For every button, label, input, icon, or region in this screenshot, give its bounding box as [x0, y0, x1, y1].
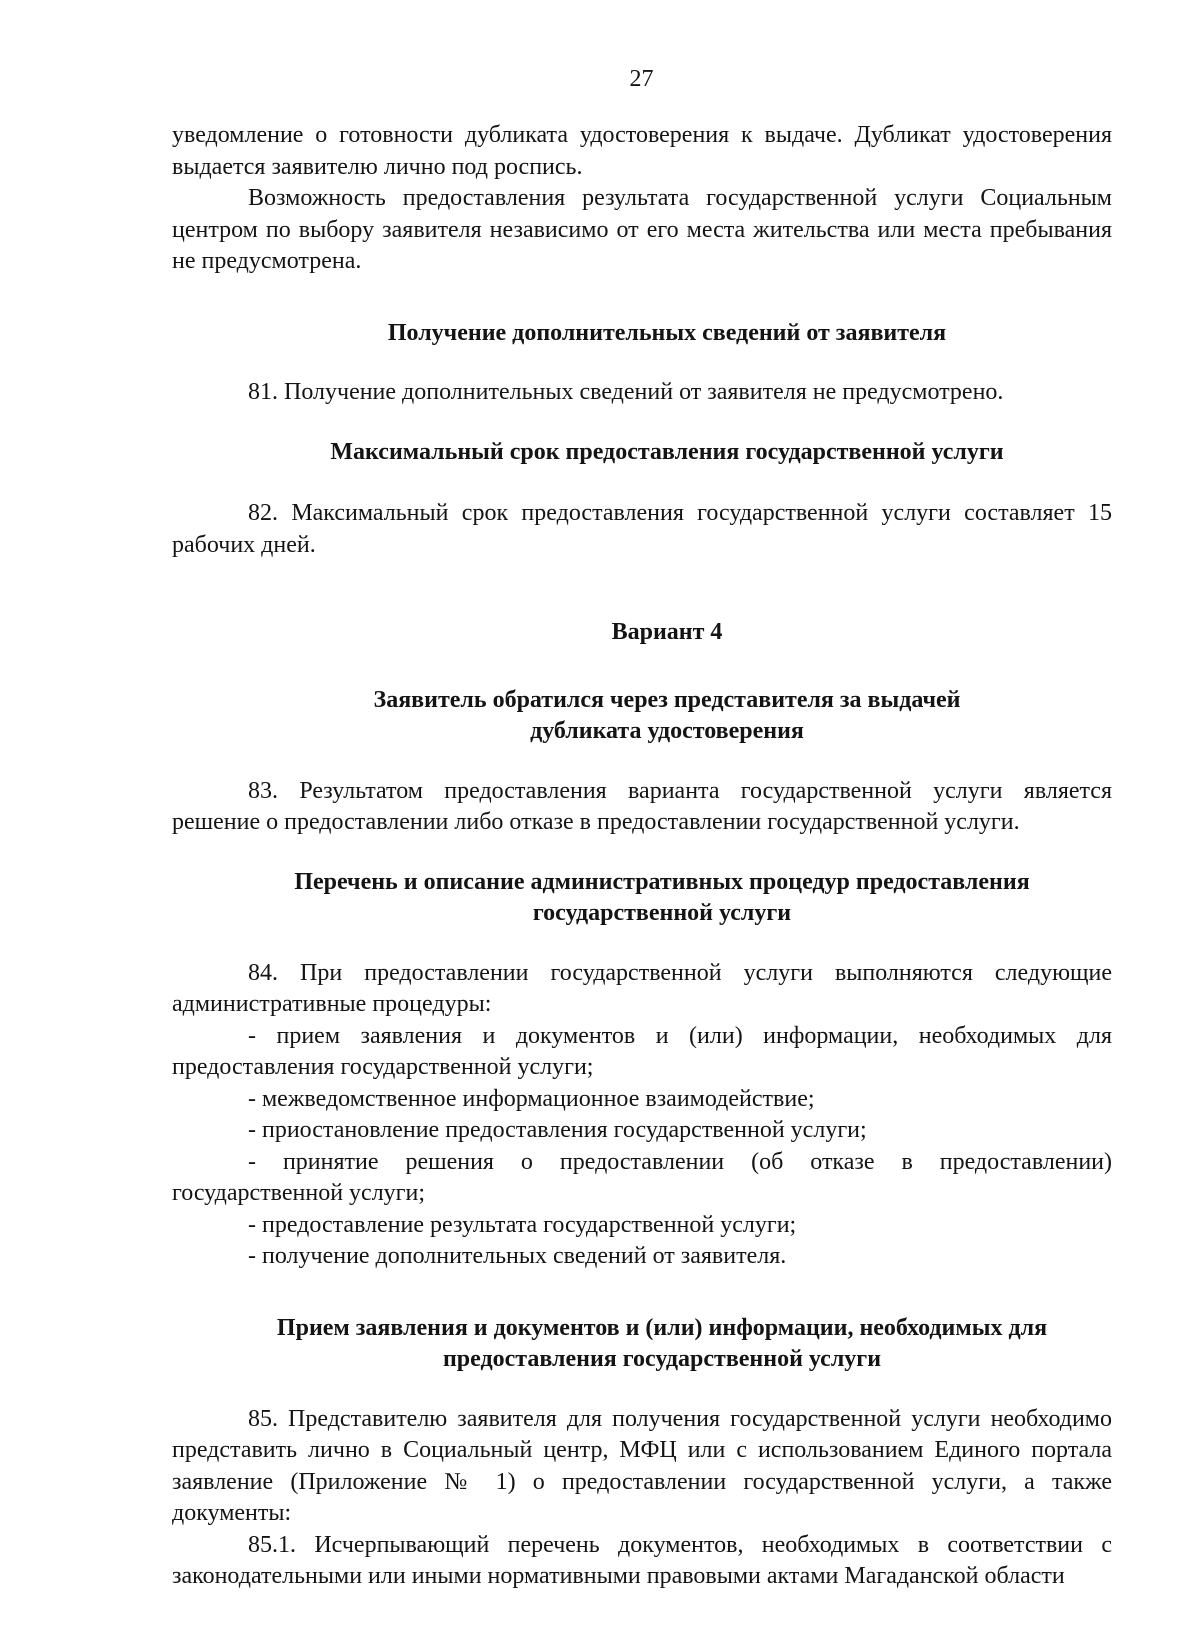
paragraph-85-1: 85.1. Исчерпывающий перечень документов, необходимых в соответствии с законодательными или иными нормативными правовыми актами Магаданской области	[172, 1531, 1112, 1589]
heading-applicant-representative-line1: Заявитель обратился через представителя за выдачей	[373, 686, 961, 713]
paragraph-81: 81. Получение дополнительных сведений от заявителя не предусмотрено.	[248, 379, 1004, 405]
paragraph-85: 85. Представителю заявителя для получения государственной услуги необходимо представить лично в Социальный центр, МФЦ или с использованием Единого портала заявление (Приложение № 1) о предоставлении государственной услуги, а также документы:	[172, 1405, 1112, 1526]
list-item-result: - предоставление результата государственной услуги;	[248, 1211, 797, 1238]
paragraph-result-possibility: Возможность предоставления результата государственной услуги Социальным центром по выбору заявителя независимо от его места жительства или места пребывания не предусмотрена.	[172, 185, 1112, 274]
list-item-decision: - принятие решения о предоставлении (об отказе в предоставлении) государственной услуги;	[172, 1148, 1112, 1206]
heading-reception-of-documents	[172, 1313, 1112, 1376]
heading-reception-of-documents-line2: предоставления государственной услуги	[442, 1346, 882, 1372]
paragraph-duplicate-notice: уведомление о готовности дубликата удостоверения к выдаче. Дубликат удостоверения выдается заявителю лично под роспись.	[172, 122, 1112, 180]
list-item-suspension: - приостановление предоставления государственной услуги;	[248, 1117, 867, 1143]
heading-applicant-representative	[172, 685, 1112, 748]
heading-max-term: Максимальный срок предоставления государственной услуги	[330, 438, 1004, 465]
list-item-additional-info: - получение дополнительных сведений от заявителя.	[248, 1243, 787, 1269]
list-item-interagency: - межведомственное информационное взаимодействие;	[248, 1085, 815, 1112]
heading-procedures-list-line1: Перечень и описание административных процедур предоставления	[294, 868, 1030, 895]
heading-procedures-list-line2: государственной услуги	[532, 900, 792, 926]
paragraph-82: 82. Максимальный срок предоставления государственной услуги составляет 15 рабочих дней.	[172, 500, 1112, 558]
heading-reception-of-documents-line1: Прием заявления и документов и (или) информации, необходимых для	[276, 1314, 1048, 1341]
heading-additional-info: Получение дополнительных сведений от заявителя	[387, 319, 947, 346]
heading-variant-4: Вариант 4	[611, 619, 723, 645]
document-body	[172, 120, 1112, 1593]
paragraph-83: 83. Результатом предоставления варианта государственной услуги является решение о предоставлении либо отказе в предоставлении государственной услуги.	[172, 777, 1112, 835]
page-number: 27	[629, 66, 654, 92]
heading-procedures-list	[172, 867, 1112, 930]
list-item-reception: - прием заявления и документов и (или) информации, необходимых для предоставления государственной услуги;	[172, 1022, 1112, 1080]
heading-applicant-representative-line2: дубликата удостоверения	[530, 718, 804, 744]
paragraph-84: 84. При предоставлении государственной услуги выполняются следующие административные процедуры:	[172, 959, 1112, 1017]
